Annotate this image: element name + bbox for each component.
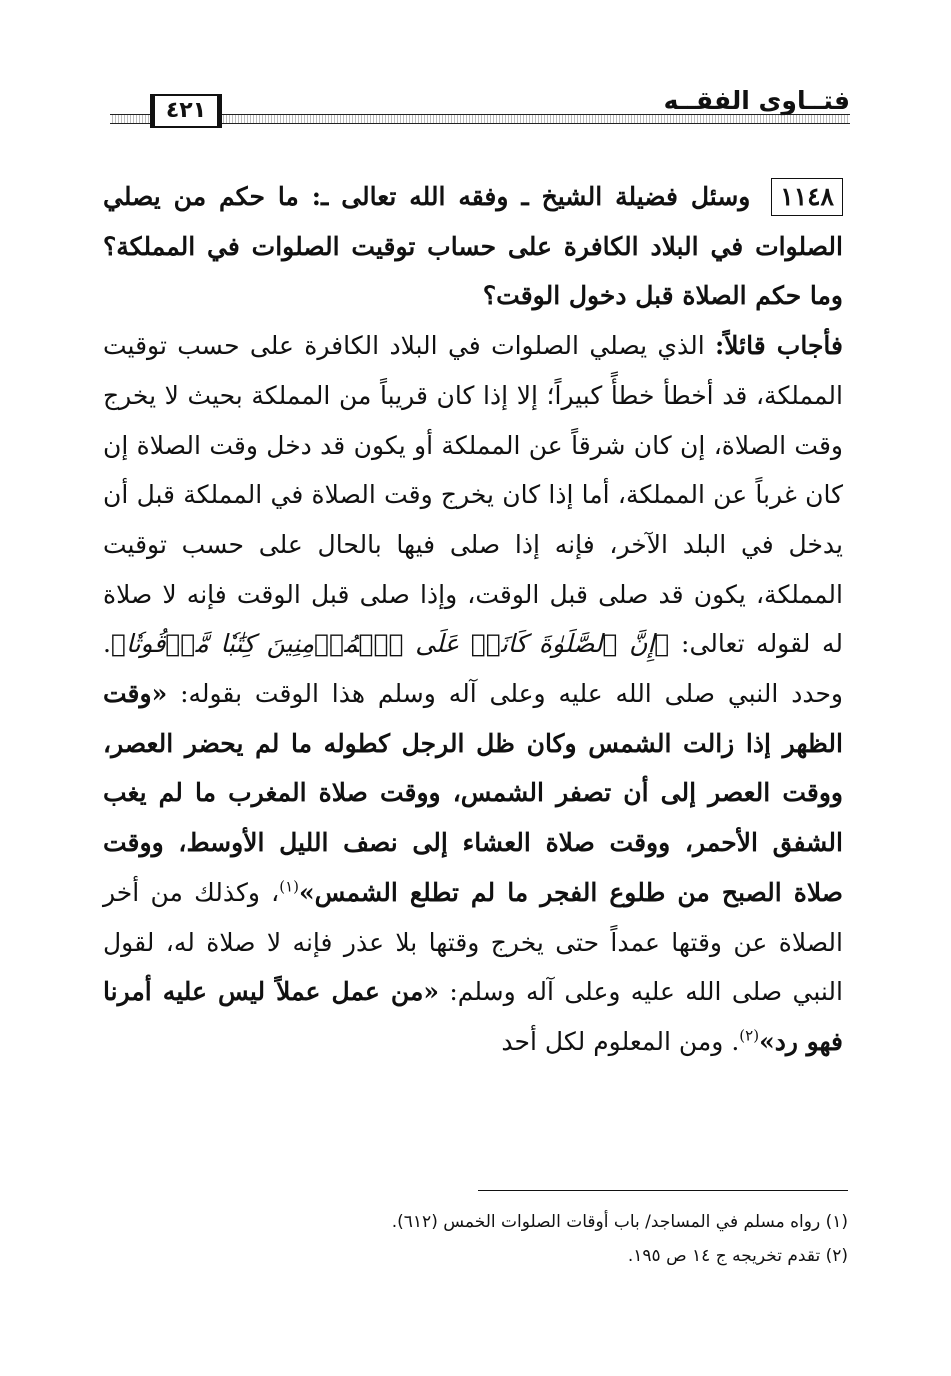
footnote-ref-2[interactable]: (٢): [739, 1026, 760, 1045]
footnotes: [300, 1205, 848, 1273]
footnote-1: (١) رواه مسلم في المساجد/ باب أوقات الصلوات الخمس (٦١٢).: [391, 1212, 848, 1232]
footnote-2: (٢) تقدم تخريجه ج ١٤ ص ١٩٥.: [627, 1246, 848, 1266]
hadith-prayer-times: «وقت الظهر إذا زالت الشمس وكان ظل الرجل كطوله ما لم يحضر العصر، ووقت العصر إلى أن تصفر الشمس، ووقت صلاة المغرب ما لم يغب الشفق الأحمر، ووقت صلاة العشاء إلى نصف الليل الأوسط، ووقت صلاة الصبح من طلوع الفجر ما لم تطلع الشمس»: [103, 679, 844, 907]
fatwa-number: ١١٤٨: [771, 178, 843, 216]
page-number: ٤٢١: [150, 94, 222, 128]
question-text: وسئل فضيلة الشيخ ـ وفقه الله تعالى ـ: ما حكم من يصلي الصلوات في البلاد الكافرة على حساب توقيت الصلوات في المملكة؟ وما حكم الصلاة قبل دخول الوقت؟: [103, 182, 843, 311]
answer-text-3: ، وكذلك من أخر الصلاة عن وقتها عمداً حتى يخرج وقتها بلا عذر فإنه لا صلاة له، لقول النبي صلى الله عليه وعلى آله وسلم:: [103, 877, 843, 1007]
page-header: [110, 84, 850, 132]
answer-lead: فأجاب قائلاً:: [715, 331, 843, 361]
answer-text-4: . ومن المعلوم لكل أحد: [501, 1026, 740, 1056]
answer-text-1: الذي يصلي الصلوات في البلاد الكافرة على حسب توقيت المملكة، قد أخطأ خطأً كبيراً؛ إلا إذا كان قريباً من المملكة بحيث لا يخرج وقت الصلاة، إن كان شرقاً عن المملكة أو يكون قد دخل وقت الصلاة إن كان غرباً عن المملكة، أما إذا كان يخرج وقت الصلاة في المملكة قبل أن يدخل في البلد الآخر، فإنه إذا صلى فيها بالحال على حسب توقيت المملكة، يكون قد صلى قبل الوقت، وإذا صلى قبل الوقت فإنه لا صلاة له لقوله تعالى:: [103, 331, 843, 659]
fatwa-body: [103, 172, 843, 1067]
footnote-divider: [478, 1190, 848, 1191]
book-title: فتــاوى الفقــه: [663, 86, 850, 115]
answer-paragraph: [103, 321, 843, 1067]
hadith-rejected-deed: «من عمل عملاً ليس عليه أمرنا فهو رد»: [103, 977, 843, 1056]
quran-verse: ﴿إِنَّ ٱلصَّلَوٰةَ كَانَتۡ عَلَى ٱلۡمُؤۡمِنِينَ كِتَٰبٗا مَّوۡقُوتٗا﴾: [110, 629, 670, 659]
footnote-ref-1[interactable]: (١): [279, 877, 300, 896]
answer-text-2: . وحدد النبي صلى الله عليه وعلى آله وسلم هذا الوقت بقوله:: [103, 629, 843, 709]
question-paragraph: [103, 172, 843, 321]
